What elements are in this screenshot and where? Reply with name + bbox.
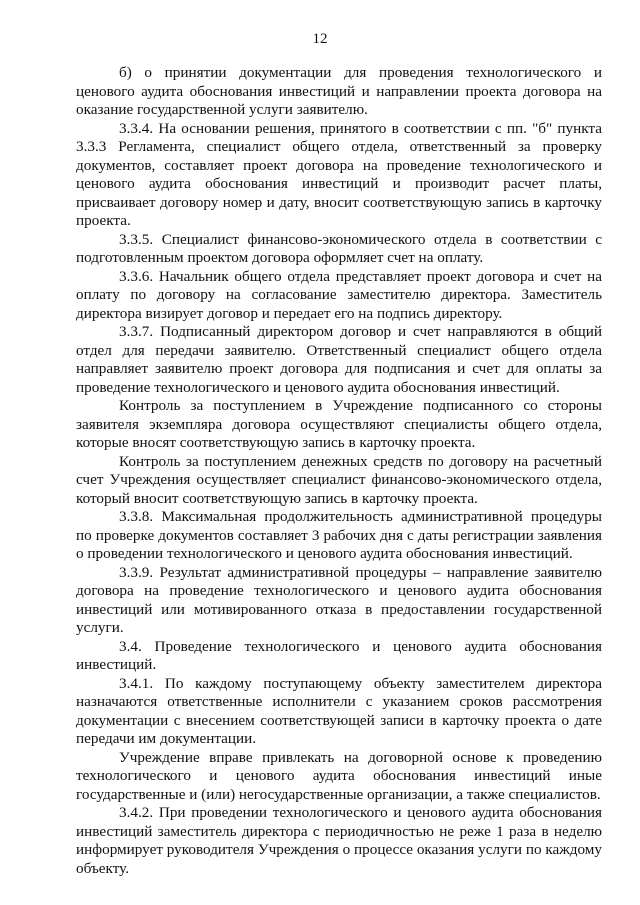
document-body [76,64,602,878]
page-number: 12 [312,31,328,47]
paragraph-3-3-8: 3.3.8. Максимальная продолжительность административной процедуры по проверке документов составляет 3 рабочих дня с даты регистрации заявления о проведении технологического и ценового аудита обоснования инвестиций. [76,508,602,562]
paragraph-b-decision: б) о принятии документации для проведения технологического и ценового аудита обоснования инвестиций и направлении проекта договора на оказание государственной услуги заявителю. [76,64,602,118]
paragraph-3-3-4: 3.3.4. На основании решения, принятого в соответствии с пп. "б" пункта 3.3.3 Регламента, специалист общего отдела, ответственный за проверку документов, составляет проект договора на проведение технологического и ценового аудита обоснования инвестиций и производит расчет платы, присваивает договору номер и дату, вносит соответствующую запись в карточку проекта. [76,119,602,229]
paragraph-3-4-heading: 3.4. Проведение технологического и ценового аудита обоснования инвестиций. [76,637,602,673]
paragraph-3-4-1: 3.4.1. По каждому поступающему объекту заместителем директора назначаются ответственные исполнители с указанием сроков рассмотрения документации с внесением соответствующей записи в карточку проекта о дате передачи им документации. [76,674,602,747]
paragraph-institution-rights: Учреждение вправе привлекать на договорной основе к проведению технологического и ценового аудита обоснования инвестиций иные государственные и (или) негосударственные организации, а также специалистов. [76,748,602,803]
paragraph-control-contract: Контроль за поступлением в Учреждение подписанного со стороны заявителя экземпляра договора осуществляют специалисты общего отдела, которые вносят соответствующую запись в карточку проекта. [76,397,602,451]
paragraph-3-4-2: 3.4.2. При проведении технологического и ценового аудита обоснования инвестиций заместитель директора с периодичностью не реже 1 раза в неделю информирует руководителя Учреждения о процессе оказания услуги по каждому объекту. [76,804,602,877]
paragraph-3-3-5: 3.3.5. Специалист финансово-экономического отдела в соответствии с подготовленным проектом договора оформляет счет на оплату. [76,230,602,266]
paragraph-3-3-6: 3.3.6. Начальник общего отдела представляет проект договора и счет на оплату по договору на согласование заместителю директора. Заместитель директора визирует договор и передает его на подпись директору. [76,267,602,322]
paragraph-3-3-7: 3.3.7. Подписанный директором договор и счет направляются в общий отдел для передачи заявителю. Ответственный специалист общего отдела направляет заявителю проект договора для подписания и счет для оплаты за проведение технологического и ценового аудита обоснования инвестиций. [76,323,602,396]
paragraph-control-payment: Контроль за поступлением денежных средств по договору на расчетный счет Учреждения осуществляет специалист финансово-экономического отдела, который вносит соответствующую запись в карточку проекта. [76,452,602,507]
paragraph-3-3-9: 3.3.9. Результат административной процедуры – направление заявителю договора на проведение технологического и ценового аудита обоснования инвестиций или мотивированного отказа в предоставлении государственной услуги. [76,563,602,636]
